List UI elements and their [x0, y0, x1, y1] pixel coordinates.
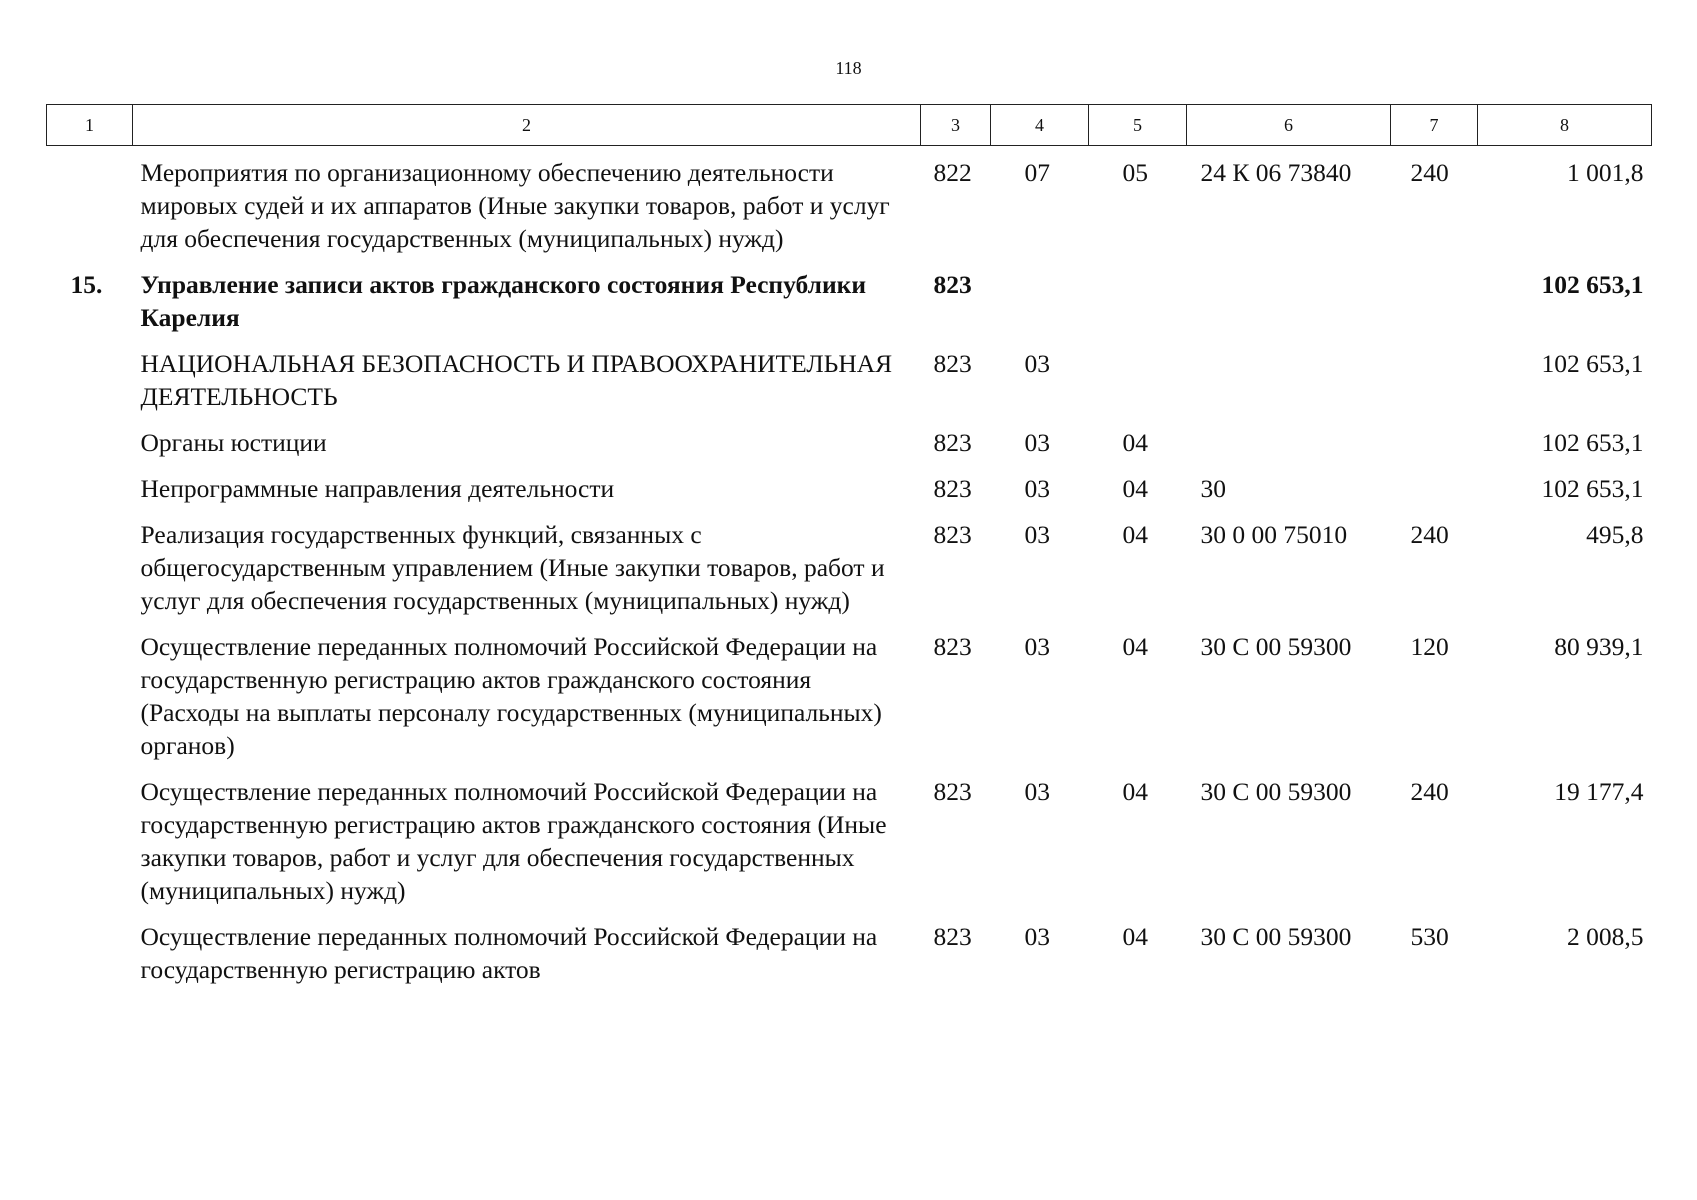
amount: 2 008,5	[1567, 922, 1644, 951]
ministry-code: 823	[933, 632, 972, 661]
target-article-code	[1187, 413, 1391, 459]
column-header: 5	[1089, 105, 1187, 146]
section-code	[991, 255, 1089, 334]
table-row	[47, 505, 1652, 617]
amount: 1 001,8	[1567, 158, 1644, 187]
budget-table	[46, 104, 1652, 986]
table-row	[47, 146, 1652, 256]
subsection-code: 04	[1122, 632, 1148, 661]
row-name: Реализация государственных функций, связанных с общегосударственным управлением (Иные закупки товаров, работ и услуг для обеспечения государственных (муниципальных) нужд)	[140, 520, 885, 615]
subsection-code: 04	[1122, 922, 1148, 951]
ministry-code: 823	[933, 270, 972, 299]
amount: 102 653,1	[1541, 349, 1644, 378]
header-row	[47, 105, 1652, 146]
row-name: Мероприятия по организационному обеспечению деятельности мировых судей и их аппаратов (Иные закупки товаров, работ и услуг для обеспечения государственных (муниципальных) нужд)	[140, 158, 890, 253]
column-header: 3	[921, 105, 991, 146]
subsection-code: 04	[1122, 474, 1148, 503]
row-number	[47, 459, 133, 505]
subsection-code: 04	[1122, 777, 1148, 806]
row-number	[47, 413, 133, 459]
target-article-code: 30 С 00 59300	[1200, 922, 1352, 951]
row-number	[47, 907, 133, 986]
section-code: 03	[1024, 632, 1050, 661]
column-header: 8	[1478, 105, 1652, 146]
expense-type-code	[1391, 334, 1478, 413]
target-article-code: 30 С 00 59300	[1200, 632, 1352, 661]
amount: 102 653,1	[1541, 474, 1644, 503]
target-article-code: 24 К 06 73840	[1200, 158, 1352, 187]
table-row	[47, 255, 1652, 334]
row-name: Управление записи актов гражданского состояния Республики Карелия	[140, 270, 867, 332]
column-header: 2	[133, 105, 921, 146]
subsection-code	[1089, 255, 1187, 334]
amount: 19 177,4	[1554, 777, 1644, 806]
row-name: Осуществление переданных полномочий Российской Федерации на государственную регистрацию актов	[140, 922, 878, 984]
expense-type-code: 240	[1410, 777, 1449, 806]
expense-type-code	[1391, 413, 1478, 459]
ministry-code: 823	[933, 428, 972, 457]
table-row	[47, 617, 1652, 762]
ministry-code: 823	[933, 349, 972, 378]
expense-type-code	[1391, 459, 1478, 505]
row-name: Непрограммные направления деятельности	[140, 474, 615, 503]
section-code: 03	[1024, 520, 1050, 549]
row-name: НАЦИОНАЛЬНАЯ БЕЗОПАСНОСТЬ И ПРАВООХРАНИТЕЛЬНАЯ ДЕЯТЕЛЬНОСТЬ	[140, 349, 893, 411]
subsection-code: 04	[1122, 520, 1148, 549]
row-name: Осуществление переданных полномочий Российской Федерации на государственную регистрацию актов гражданского состояния (Иные закупки товаров, работ и услуг для обеспечения государственных (муниципальных) нужд)	[140, 777, 887, 905]
row-number	[47, 146, 133, 256]
amount: 495,8	[1586, 520, 1644, 549]
section-code: 03	[1024, 349, 1050, 378]
table-row	[47, 459, 1652, 505]
row-name: Осуществление переданных полномочий Российской Федерации на государственную регистрацию актов гражданского состояния (Расходы на выплаты персоналу государственных (муниципальных) органов)	[140, 632, 882, 760]
ministry-code: 823	[933, 520, 972, 549]
expense-type-code: 240	[1410, 158, 1449, 187]
row-number	[47, 617, 133, 762]
target-article-code	[1187, 255, 1391, 334]
subsection-code	[1089, 334, 1187, 413]
table-header	[47, 105, 1652, 146]
column-header: 1	[47, 105, 133, 146]
row-number	[47, 334, 133, 413]
page-number: 118	[835, 58, 862, 78]
target-article-code: 30 0 00 75010	[1200, 520, 1348, 549]
amount: 102 653,1	[1541, 428, 1644, 457]
row-number	[47, 505, 133, 617]
target-article-code: 30 С 00 59300	[1200, 777, 1352, 806]
column-header: 4	[991, 105, 1089, 146]
subsection-code: 04	[1122, 428, 1148, 457]
expense-type-code: 240	[1410, 520, 1449, 549]
table-body	[47, 146, 1652, 987]
table-row	[47, 762, 1652, 907]
amount: 102 653,1	[1541, 270, 1644, 299]
expense-type-code	[1391, 255, 1478, 334]
column-header: 7	[1391, 105, 1478, 146]
ministry-code: 823	[933, 777, 972, 806]
section-code: 03	[1024, 474, 1050, 503]
row-number: 15.	[70, 270, 103, 299]
section-code: 03	[1024, 922, 1050, 951]
table-row	[47, 413, 1652, 459]
section-code: 07	[1024, 158, 1050, 187]
ministry-code: 823	[933, 474, 972, 503]
row-name: Органы юстиции	[140, 428, 327, 457]
ministry-code: 823	[933, 922, 972, 951]
section-code: 03	[1024, 428, 1050, 457]
table-row	[47, 907, 1652, 986]
row-number	[47, 762, 133, 907]
table-row	[47, 334, 1652, 413]
column-header: 6	[1187, 105, 1391, 146]
expense-type-code: 120	[1410, 632, 1449, 661]
target-article-code	[1187, 334, 1391, 413]
target-article-code: 30	[1200, 474, 1226, 503]
subsection-code: 05	[1122, 158, 1148, 187]
section-code: 03	[1024, 777, 1050, 806]
expense-type-code: 530	[1410, 922, 1449, 951]
ministry-code: 822	[933, 158, 972, 187]
amount: 80 939,1	[1554, 632, 1644, 661]
